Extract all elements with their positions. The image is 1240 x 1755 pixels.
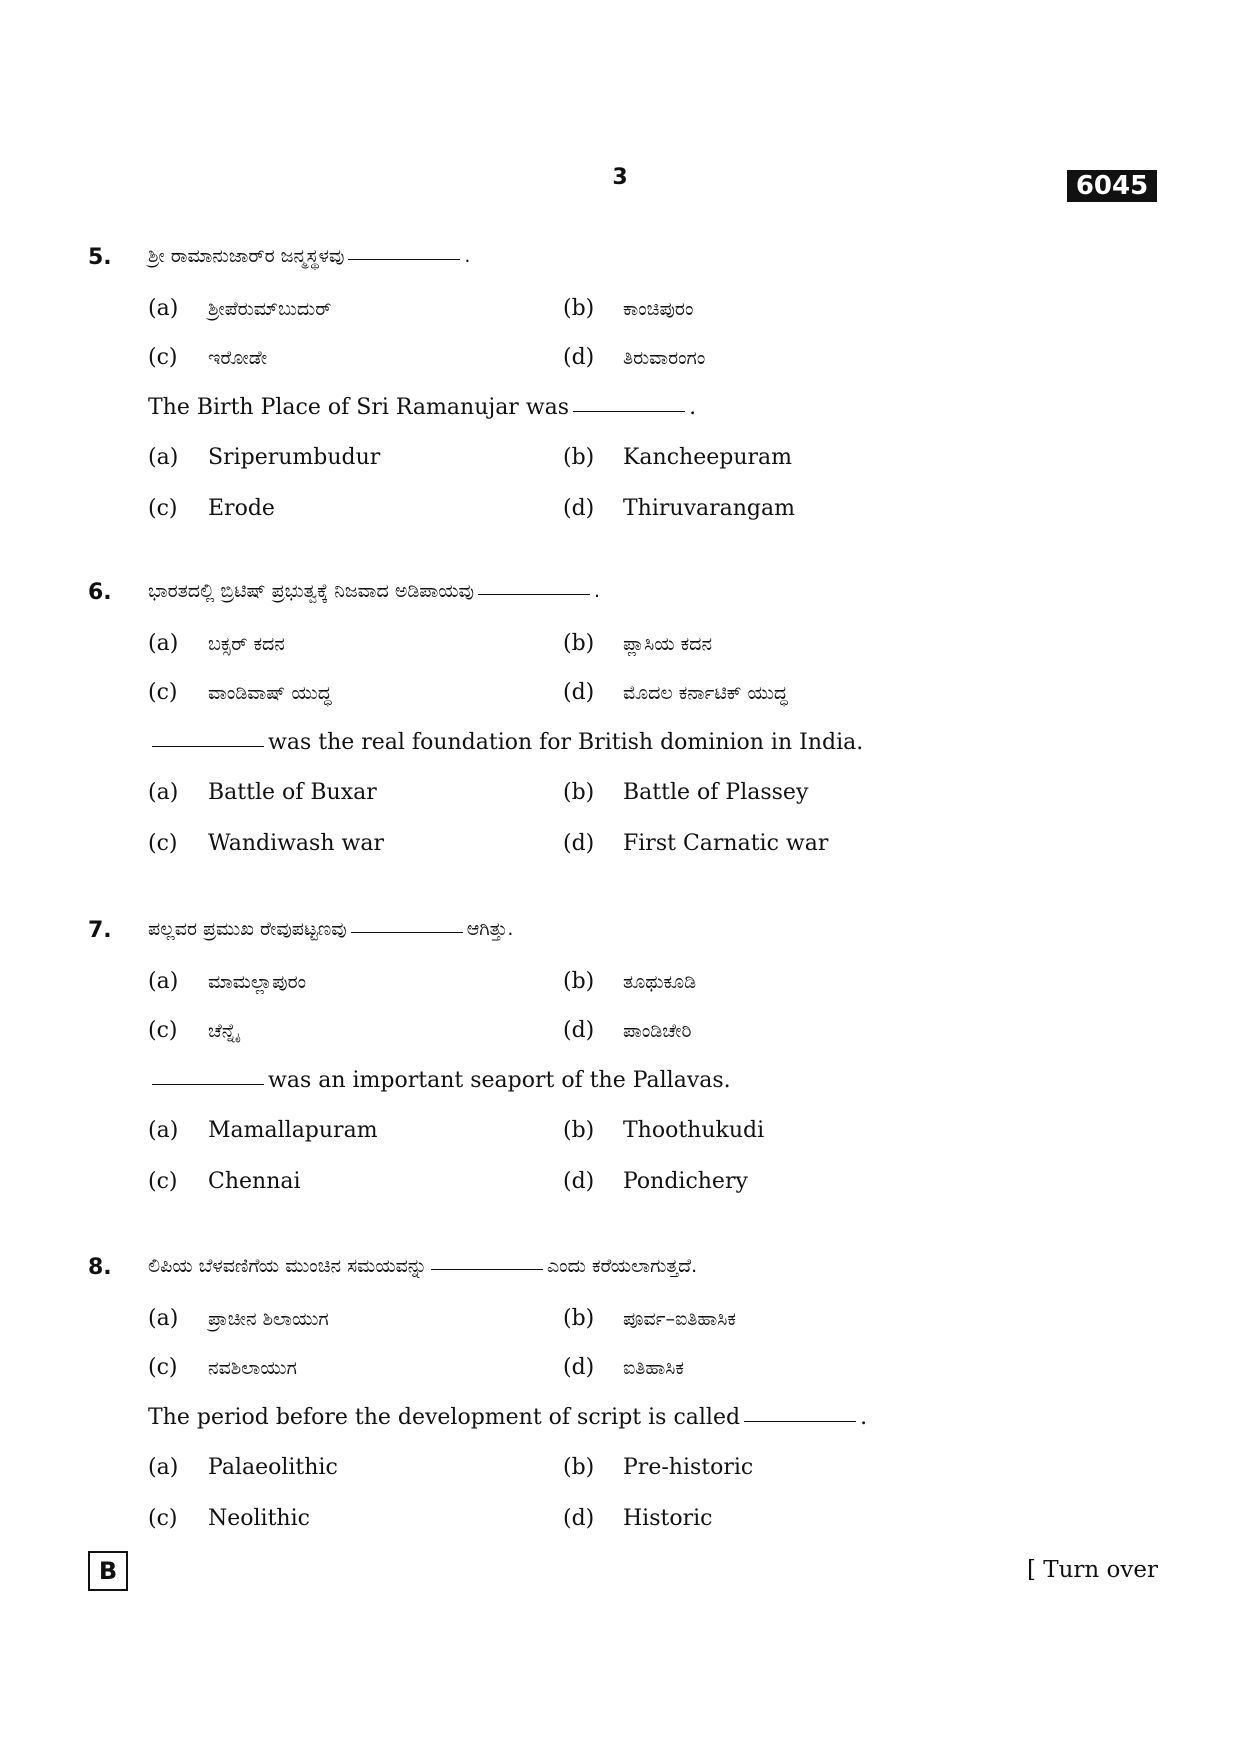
english-question-stem	[148, 1068, 731, 1093]
option-letter: (b)	[563, 631, 595, 656]
page-number: 3	[612, 165, 628, 190]
answer-blank	[351, 931, 463, 933]
kannada-option: ಮೊದಲ ಕರ್ನಾಟಿಕ್ ಯುದ್ಧ	[623, 682, 788, 704]
kannada-option: ತಿರುವಾರಂಗಂ	[623, 347, 706, 369]
kannada-question-stem	[148, 580, 600, 602]
option-letter: (c)	[148, 345, 178, 370]
stem-text-after: ಆಗಿತ್ತು.	[466, 918, 514, 940]
option-letter: (c)	[148, 831, 178, 856]
kannada-option: ವಾಂಡಿವಾಷ್ ಯುದ್ಧ	[208, 682, 332, 704]
question-number: 8.	[88, 1255, 112, 1280]
kannada-option: ಶ್ರೀಪೆರುಮ್‌ಬುದುರ್	[208, 298, 332, 320]
kannada-option: ತೂಥುಕೂಡಿ	[623, 971, 697, 993]
kannada-option: ಚೆನ್ನೈ	[208, 1020, 239, 1042]
english-option: Sriperumbudur	[208, 445, 381, 470]
english-option: Mamallapuram	[208, 1118, 378, 1143]
option-letter: (b)	[563, 296, 595, 321]
kannada-option: ಐತಿಹಾಸಿಕ	[623, 1357, 684, 1379]
question-number: 6.	[88, 580, 112, 605]
option-letter: (b)	[563, 1306, 595, 1331]
kannada-option: ಪಾಂಡಿಚೇರಿ	[623, 1020, 692, 1042]
option-letter: (b)	[563, 780, 595, 805]
stem-text-after: ಎಂದು ಕರೆಯಲಾಗುತ್ತದೆ.	[546, 1255, 698, 1277]
english-question-stem	[148, 1405, 867, 1430]
kannada-option: ಬಕ್ಸರ್ ಕದನ	[208, 633, 285, 655]
kannada-option: ನವಶಿಲಾಯುಗ	[208, 1357, 297, 1379]
option-letter: (b)	[563, 1455, 595, 1480]
english-option: Pondichery	[623, 1169, 748, 1194]
english-option: Wandiwash war	[208, 831, 384, 856]
english-option: Kancheepuram	[623, 445, 792, 470]
answer-blank	[431, 1268, 543, 1270]
option-letter: (d)	[563, 345, 595, 370]
option-letter: (a)	[148, 1455, 179, 1480]
answer-blank	[573, 410, 685, 412]
english-option: Battle of Plassey	[623, 780, 809, 805]
option-letter: (b)	[563, 1118, 595, 1143]
paper-code: 6045	[1067, 170, 1157, 202]
kannada-option: ಪೂರ್ವ–ಐತಿಹಾಸಿಕ	[623, 1308, 736, 1330]
english-option: Battle of Buxar	[208, 780, 377, 805]
kannada-option: ಪ್ಲಾಸಿಯ ಕದನ	[623, 633, 713, 655]
kannada-option: ಕಾಂಚಿಪುರಂ	[623, 298, 694, 320]
option-letter: (a)	[148, 296, 179, 321]
stem-text-before: ಶ್ರೀ ರಾಮಾನುಜಾರ್‌ರ ಜನ್ಮಸ್ಥಳವು	[148, 245, 345, 267]
option-letter: (c)	[148, 1018, 178, 1043]
kannada-option: ಇರೋಡೇ	[208, 347, 268, 369]
english-option: First Carnatic war	[623, 831, 829, 856]
question-number: 7.	[88, 918, 112, 943]
answer-blank	[152, 745, 264, 747]
stem-text-before: ಲಿಪಿಯ ಬೆಳವಣಿಗೆಯ ಮುಂಚಿನ ಸಮಯವನ್ನು	[148, 1255, 427, 1277]
stem-text-after: .	[594, 580, 601, 602]
option-letter: (d)	[563, 1355, 595, 1380]
answer-blank	[478, 593, 590, 595]
option-letter: (c)	[148, 1355, 178, 1380]
stem-text-before: The period before the development of script is called	[148, 1405, 741, 1430]
turn-over-note: [ Turn over	[1026, 1557, 1158, 1583]
stem-text-after: .	[464, 245, 471, 267]
answer-blank	[348, 258, 460, 260]
kannada-option: ಪ್ರಾಚೀನ ಶಿಲಾಯುಗ	[208, 1308, 329, 1330]
stem-text-after: .	[860, 1405, 868, 1430]
english-option: Thoothukudi	[623, 1118, 765, 1143]
option-letter: (d)	[563, 496, 595, 521]
option-letter: (c)	[148, 1169, 178, 1194]
kannada-question-stem	[148, 1255, 697, 1277]
kannada-option: ಮಾಮಲ್ಲಾಪುರಂ	[208, 971, 307, 993]
option-letter: (d)	[563, 1169, 595, 1194]
option-letter: (c)	[148, 496, 178, 521]
option-letter: (d)	[563, 1506, 595, 1531]
option-letter: (a)	[148, 969, 179, 994]
option-letter: (d)	[563, 680, 595, 705]
english-option: Erode	[208, 496, 275, 521]
english-option: Neolithic	[208, 1506, 310, 1531]
english-question-stem	[148, 395, 696, 420]
english-question-stem	[148, 730, 863, 755]
option-letter: (c)	[148, 1506, 178, 1531]
version-box: B	[88, 1551, 128, 1591]
answer-blank	[152, 1083, 264, 1085]
english-option: Thiruvarangam	[623, 496, 795, 521]
option-letter: (b)	[563, 445, 595, 470]
option-letter: (b)	[563, 969, 595, 994]
kannada-question-stem	[148, 918, 513, 940]
english-option: Historic	[623, 1506, 713, 1531]
english-option: Palaeolithic	[208, 1455, 338, 1480]
option-letter: (a)	[148, 780, 179, 805]
option-letter: (d)	[563, 831, 595, 856]
stem-text-after: was the real foundation for British dominion in India.	[268, 730, 864, 755]
option-letter: (a)	[148, 445, 179, 470]
kannada-question-stem	[148, 245, 470, 267]
stem-text-after: was an important seaport of the Pallavas.	[268, 1068, 731, 1093]
option-letter: (a)	[148, 631, 179, 656]
stem-text-after: .	[689, 395, 697, 420]
question-number: 5.	[88, 245, 112, 270]
stem-text-before: ಪಲ್ಲವರ ಪ್ರಮುಖ ರೇವುಪಟ್ಟಣವು	[148, 918, 347, 940]
answer-blank	[744, 1420, 856, 1422]
option-letter: (a)	[148, 1118, 179, 1143]
english-option: Pre-historic	[623, 1455, 754, 1480]
english-option: Chennai	[208, 1169, 301, 1194]
option-letter: (d)	[563, 1018, 595, 1043]
stem-text-before: The Birth Place of Sri Ramanujar was	[148, 395, 570, 420]
option-letter: (a)	[148, 1306, 179, 1331]
option-letter: (c)	[148, 680, 178, 705]
stem-text-before: ಭಾರತದಲ್ಲಿ ಬ್ರಿಟಿಷ್ ಪ್ರಭುತ್ವಕ್ಕೆ ನಿಜವಾದ ಅಡಿಪಾಯವು	[148, 580, 475, 602]
